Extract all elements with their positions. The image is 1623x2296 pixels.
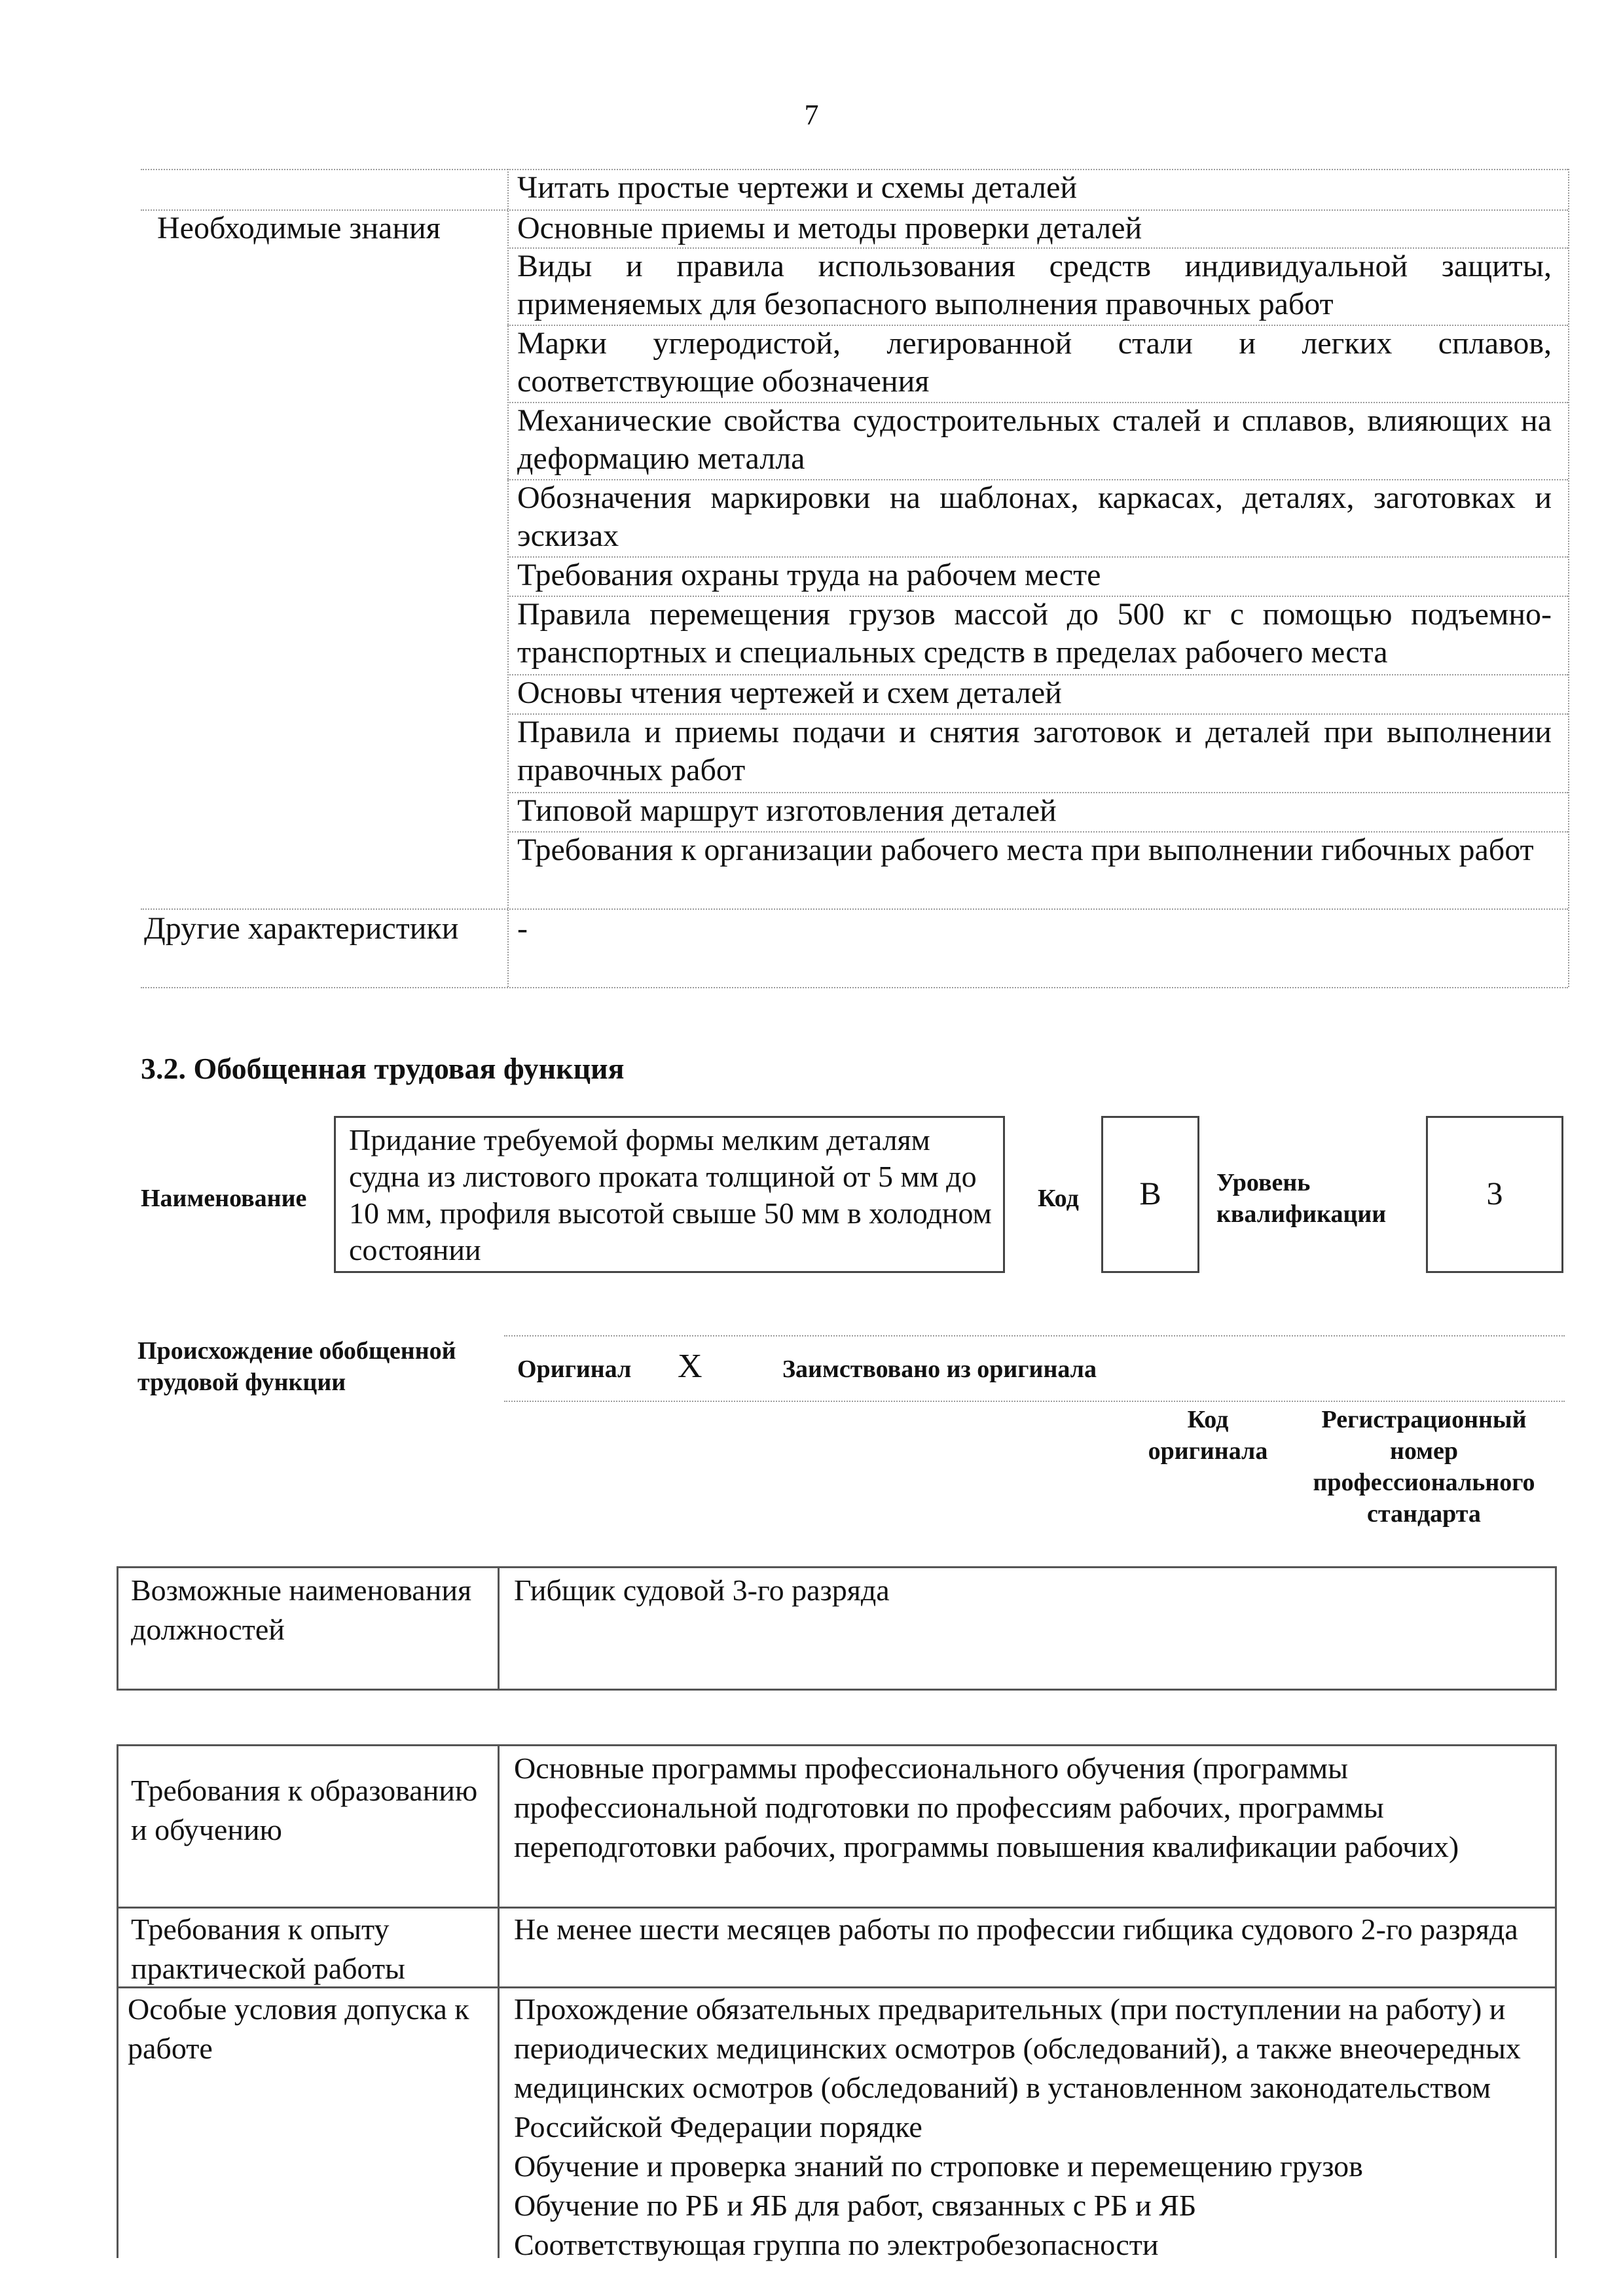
level-box <box>1426 1116 1563 1273</box>
special-conditions-value: Прохождение обязательных предварительных (при поступлении на работу) и периодических медицинских осмотров (обследований), а также внеочередных медицинских осмотров (обследований) в установленном законодательством Российской Федерации порядке <box>514 1992 1521 2144</box>
knowledge-item: Требования к организации рабочего места при выполнении гибочных работ <box>517 833 1534 867</box>
table-top-border <box>117 1744 1557 1746</box>
table-top-border <box>117 1566 1557 1568</box>
name-label: Наименование <box>141 1185 307 1212</box>
knowledge-item: Основы чтения чертежей и схем деталей <box>517 675 1062 710</box>
special-conditions-label: Особые условия допуска к работе <box>128 1992 469 2065</box>
table-right-border <box>1568 169 1569 987</box>
table-bottom-border <box>117 1689 1557 1691</box>
function-name-value: Придание требуемой формы мелким деталям судна из листового проката толщиной от 5 мм до 10 мм, профиля высотой свыше 50 мм в холодном состоянии <box>349 1123 992 1266</box>
other-characteristics-value: - <box>517 911 528 946</box>
knowledge-item: Обозначения маркировки на шаблонах, каркасах, деталях, заготовках и эскизах <box>517 480 1552 553</box>
education-label: Требования к образованию и обучению <box>131 1774 478 1846</box>
function-name-box <box>334 1116 1005 1273</box>
knowledge-item: Требования охраны труда на рабочем месте <box>517 558 1101 592</box>
level-value: 3 <box>1486 1175 1503 1211</box>
positions-label: Возможные наименования должностей <box>131 1573 472 1646</box>
knowledge-label: Необходимые знания <box>157 211 441 245</box>
education-value: Основные программы профессионального обучения (программы профессиональной подготовки по профессиям рабочих, программы переподготовки рабочих, программы повышения квалификации рабочих) <box>514 1751 1459 1863</box>
special-conditions-value: Обучение по РБ и ЯБ для работ, связанных с РБ и ЯБ <box>514 2189 1197 2222</box>
origin-bottom-border <box>504 1401 1565 1402</box>
knowledge-item: Правила перемещения грузов массой до 500 кг с помощью подъемно-транспортных и специальных средств в пределах рабочего места <box>517 597 1552 670</box>
knowledge-item: Виды и правила использования средств индивидуальной защиты, применяемых для безопасного выполнения правочных работ <box>517 249 1552 321</box>
table-bottom-border <box>141 987 1568 988</box>
original-mark: X <box>678 1348 702 1385</box>
table-column-divider <box>507 169 509 987</box>
table-left-border <box>117 1566 119 1689</box>
special-conditions-value: Обучение и проверка знаний по строповке и перемещению грузов <box>514 2149 1363 2183</box>
section-heading: 3.2. Обобщенная трудовая функция <box>141 1052 625 1085</box>
table-right-border <box>1555 1566 1557 1689</box>
knowledge-item: Основные приемы и методы проверки деталей <box>517 211 1142 245</box>
row-divider <box>117 1986 1557 1988</box>
table-column-divider <box>498 1566 500 1689</box>
level-label: Уровень квалификации <box>1216 1169 1387 1228</box>
code-box <box>1101 1116 1199 1273</box>
knowledge-item: Механические свойства судостроительных сталей и сплавов, влияющих на деформацию металла <box>517 403 1552 476</box>
experience-label: Требования к опыту практической работы <box>131 1912 405 1985</box>
other-characteristics-label: Другие характеристики <box>144 911 459 946</box>
skill-item: Читать простые чертежи и схемы деталей <box>517 170 1078 205</box>
special-conditions-value: Соответствующая группа по электробезопасности <box>514 2228 1159 2261</box>
code-original-caption: Код оригинала <box>1148 1406 1268 1465</box>
original-label: Оригинал <box>517 1355 632 1383</box>
code-label: Код <box>1038 1185 1079 1212</box>
code-value: B <box>1139 1175 1161 1211</box>
origin-top-border <box>504 1335 1565 1336</box>
knowledge-item: Типовой маршрут изготовления деталей <box>517 793 1057 828</box>
origin-label: Происхождение обобщенной трудовой функции <box>137 1337 456 1396</box>
page-number: 7 <box>804 99 819 131</box>
table-left-border <box>117 1744 119 2258</box>
row-divider <box>117 1907 1557 1909</box>
borrowed-label: Заимствовано из оригинала <box>782 1355 1097 1383</box>
registration-number-caption: Регистрационный номер профессионального стандарта <box>1313 1406 1535 1528</box>
table-column-divider <box>498 1744 500 2258</box>
experience-value: Не менее шести месяцев работы по профессии гибщика судового 2-го разряда <box>514 1912 1518 1946</box>
knowledge-item: Правила и приемы подачи и снятия заготовок и деталей при выполнении правочных работ <box>517 715 1552 787</box>
positions-value: Гибщик судовой 3-го разряда <box>514 1573 890 1607</box>
knowledge-item: Марки углеродистой, легированной стали и легких сплавов, соответствующие обозначения <box>517 326 1552 399</box>
table-right-border <box>1555 1744 1557 2258</box>
